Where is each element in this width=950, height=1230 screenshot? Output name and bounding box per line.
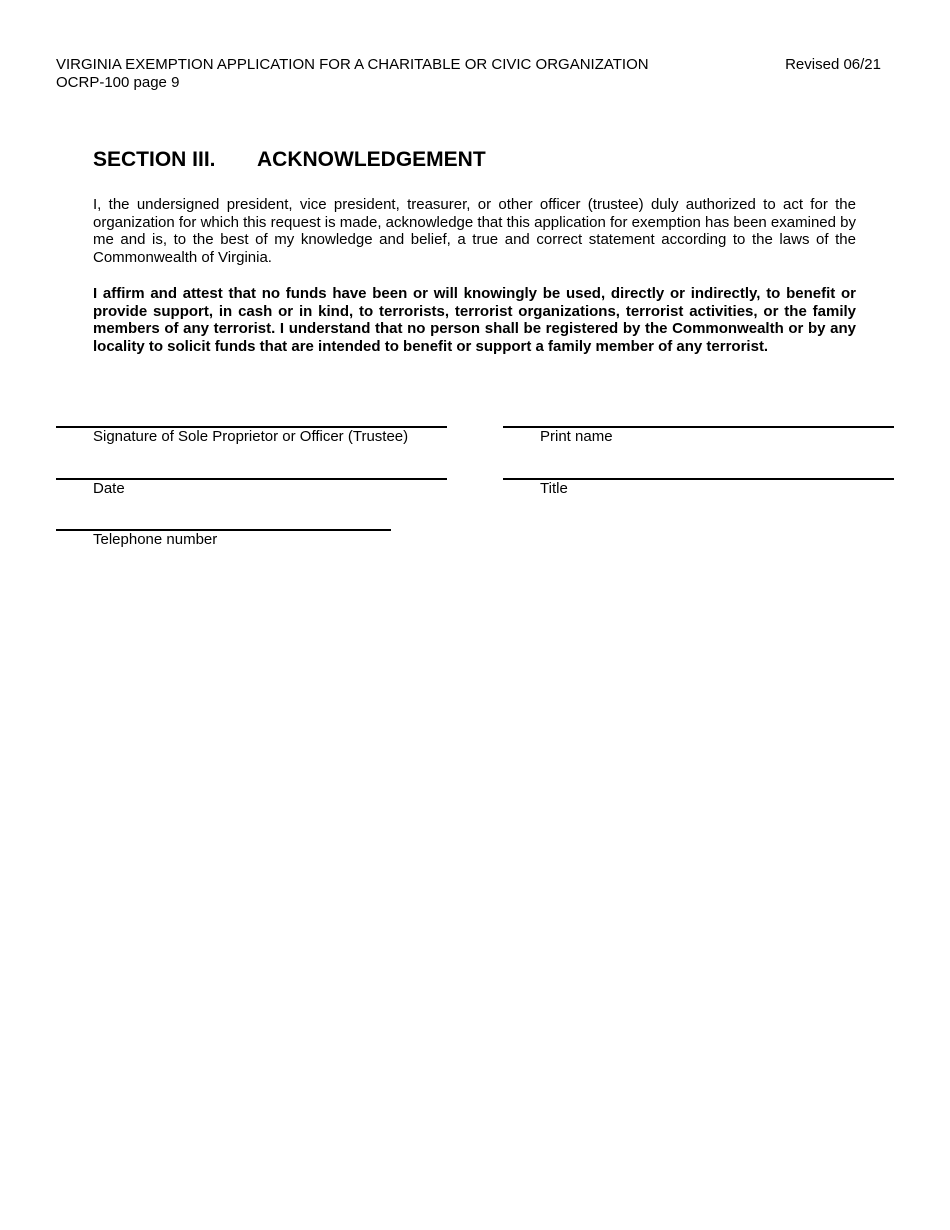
affirmation-paragraph: I affirm and attest that no funds have been or will knowingly be used, directly or indirectly, to benefit or provide support, in cash or in kind, to terrorists, terrorist organizations, terrorist activities, or the family members of any terrorist. I understand that no person shall be registered by the Commonwealth or by any locality to solicit funds that are intended to benefit or support a family member of any terrorist. bbox=[93, 285, 856, 355]
print-name-label: Print name bbox=[540, 428, 613, 445]
acknowledgement-paragraph: I, the undersigned president, vice president, treasurer, or other officer (trustee) duly authorized to act for the organization for which this request is made, acknowledge that this application for exemption has been examined by me and is, to the best of my knowledge and belief, a true and correct statement according to the laws of the Commonwealth of Virginia. bbox=[93, 196, 856, 266]
title-label: Title bbox=[540, 480, 568, 497]
signature-label: Signature of Sole Proprietor or Officer (Trustee) bbox=[93, 428, 409, 445]
section-number: SECTION III. bbox=[93, 148, 216, 171]
section-heading bbox=[93, 147, 486, 173]
page-reference: OCRP-100 page 9 bbox=[56, 74, 180, 91]
form-title: VIRGINIA EXEMPTION APPLICATION FOR A CHARITABLE OR CIVIC ORGANIZATION bbox=[56, 56, 649, 73]
telephone-label: Telephone number bbox=[93, 531, 218, 548]
revision-date: Revised 06/21 bbox=[785, 56, 881, 73]
date-label: Date bbox=[93, 480, 125, 497]
section-title: ACKNOWLEDGEMENT bbox=[257, 148, 486, 171]
